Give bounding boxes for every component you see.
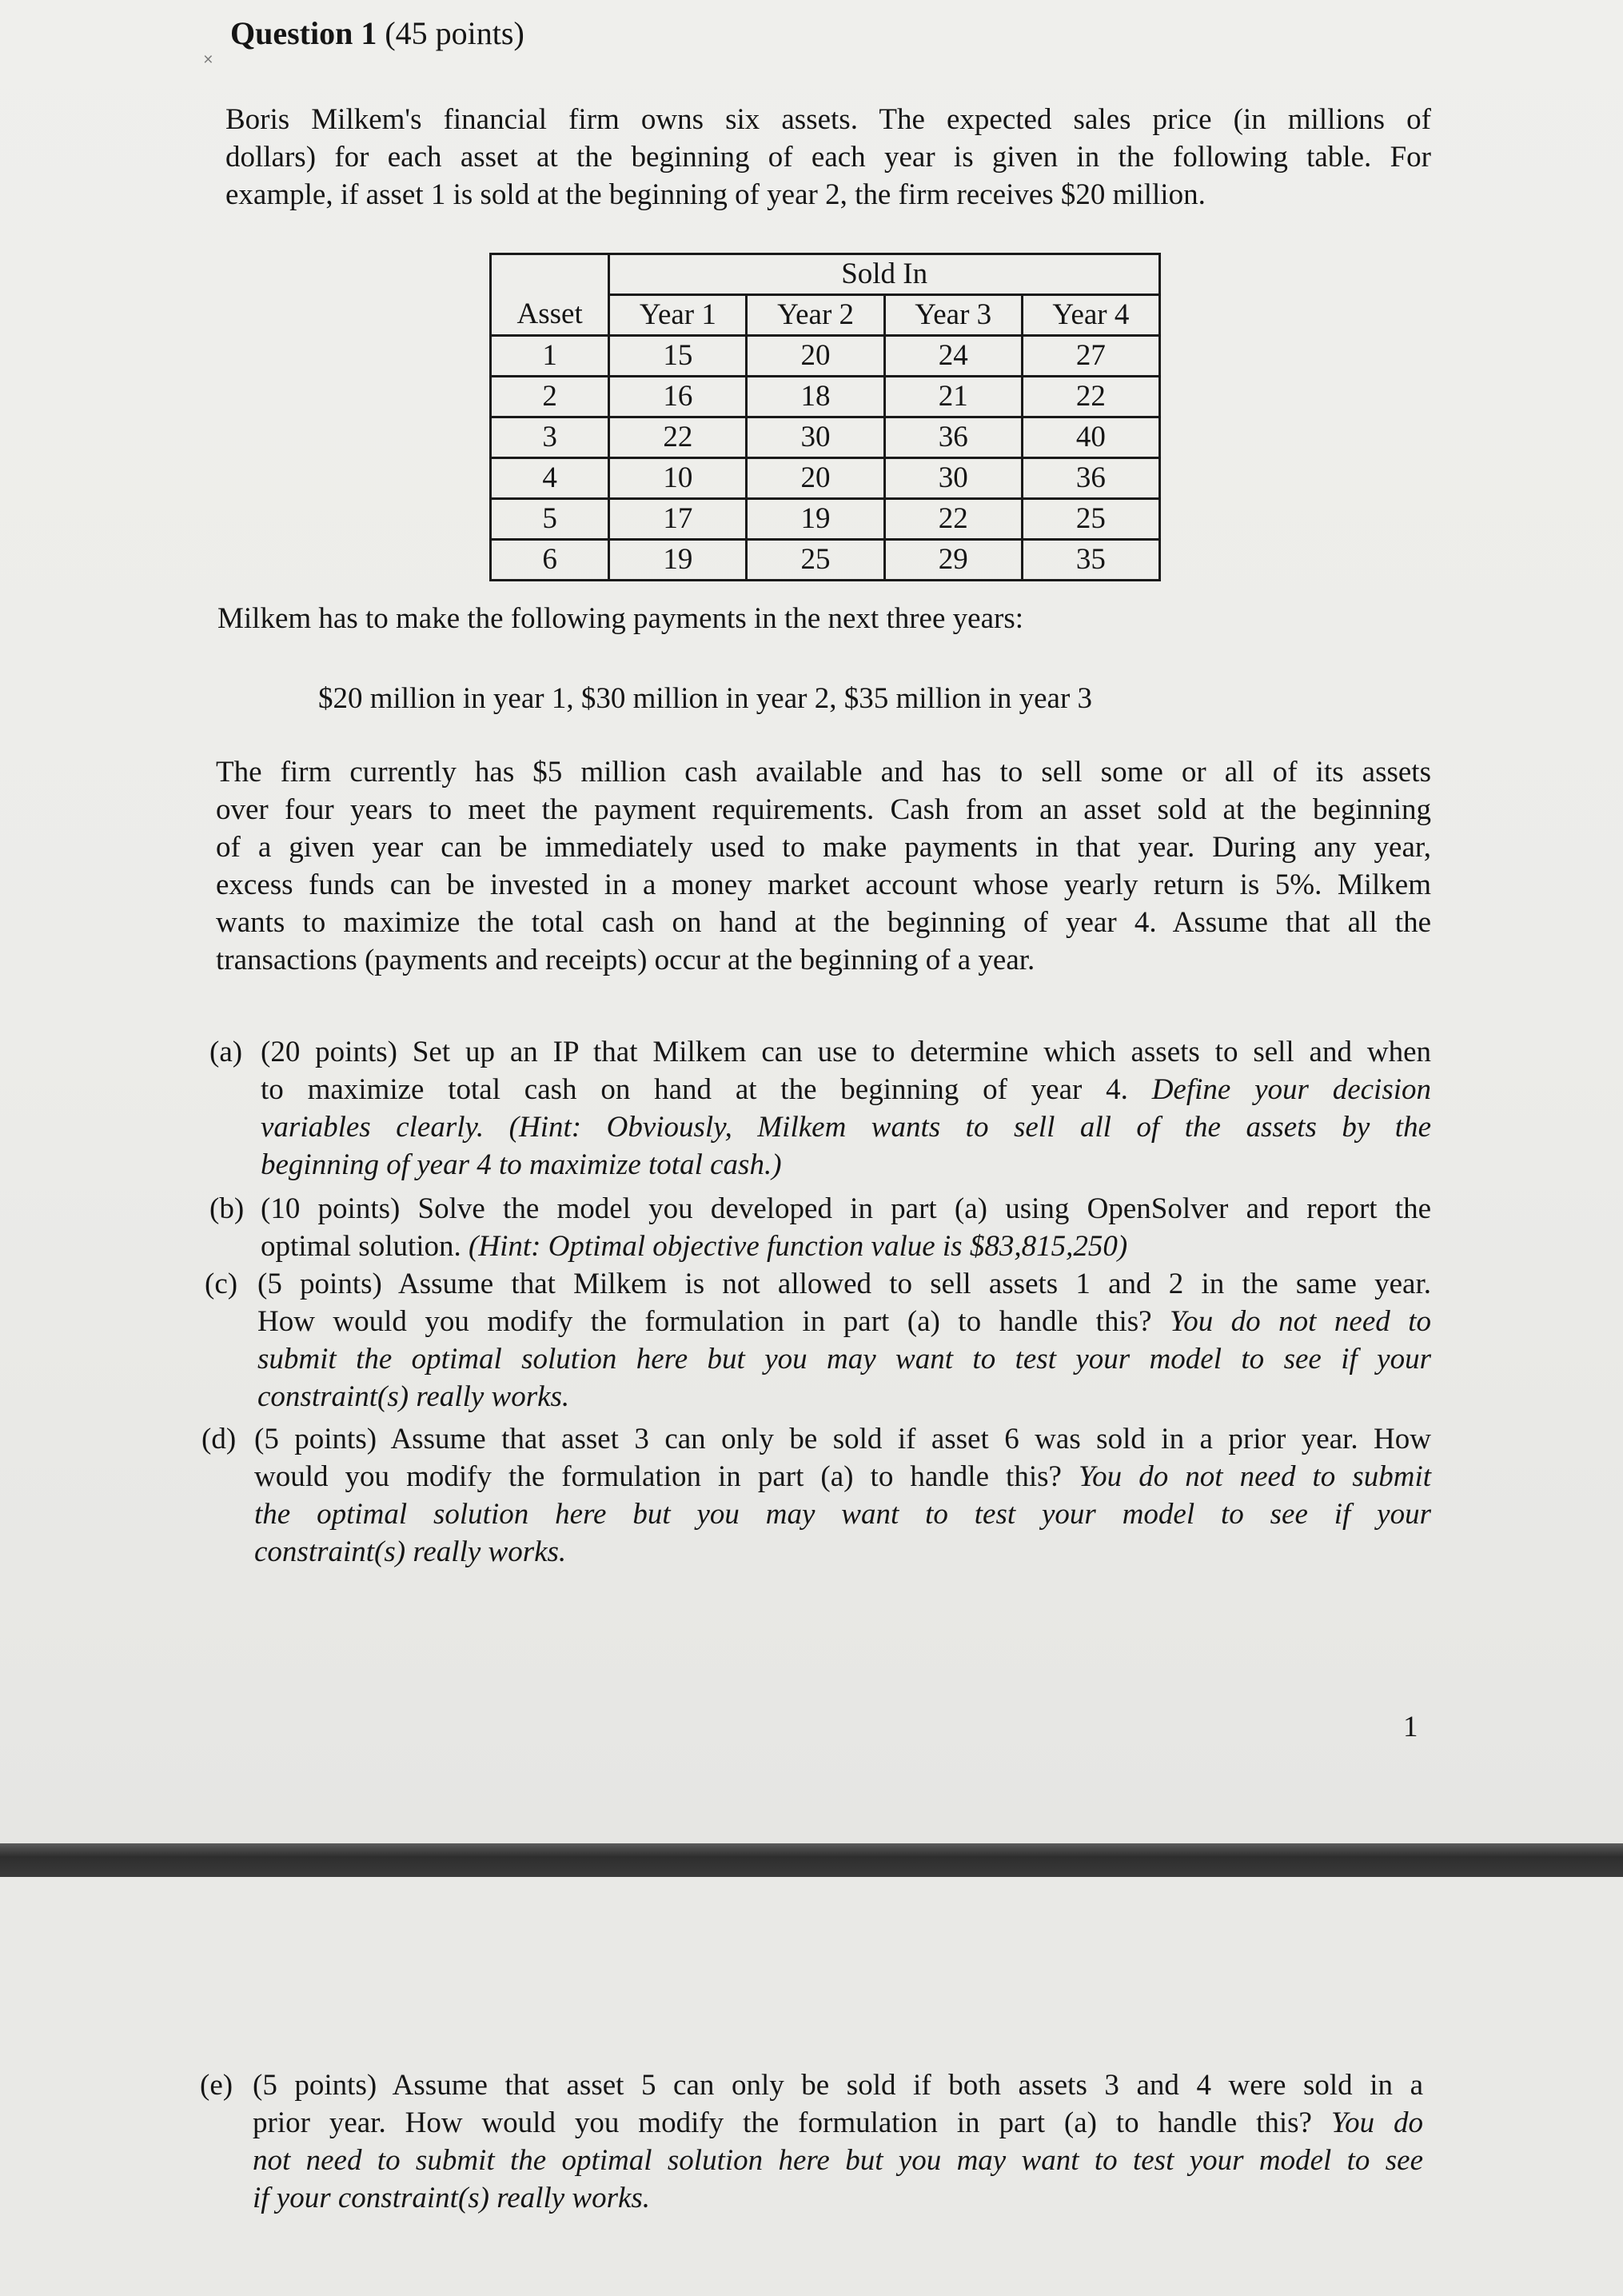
italic-text: Define your decision xyxy=(1151,1073,1432,1106)
cell: 35 xyxy=(1022,540,1159,581)
col-header: Asset xyxy=(491,295,609,336)
table-header-row xyxy=(491,295,1160,336)
cell-asset: 4 xyxy=(491,458,609,499)
page-number: 1 xyxy=(1403,1711,1418,1743)
cell: 40 xyxy=(1022,417,1159,458)
part-label: (d) xyxy=(201,1423,237,1455)
col-header: Year 2 xyxy=(747,295,884,336)
cell: 19 xyxy=(609,540,747,581)
table-row xyxy=(491,540,1160,581)
part-line: How would you modify the formulation in part (a) to handle this? You do not need to xyxy=(257,1305,1431,1338)
cell: 16 xyxy=(609,377,747,417)
part-line: prior year. How would you modify the formulation in part (a) to handle this? You do xyxy=(253,2106,1423,2139)
cell: 21 xyxy=(884,377,1022,417)
payments-line: $20 million in year 1, $30 million in year 2, $35 million in year 3 xyxy=(318,682,1093,715)
body-line: wants to maximize the total cash on hand at the beginning of year 4. Assume that all the xyxy=(216,906,1431,939)
part-line: not need to submit the optimal solution here but you may want to test your model to see xyxy=(253,2144,1423,2177)
part-c xyxy=(205,1265,1431,1425)
part-label: (e) xyxy=(200,2069,233,2102)
body-line: The firm currently has $5 million cash available and has to sell some or all of its assets xyxy=(216,756,1431,789)
part-line: would you modify the formulation in part (a) to handle this? You do not need to submit xyxy=(254,1460,1432,1493)
cell: 36 xyxy=(884,417,1022,458)
part-line: (20 points) Set up an IP that Milkem can use to determine which assets to sell and when xyxy=(261,1036,1431,1068)
price-table xyxy=(489,253,1161,581)
table-row xyxy=(491,417,1160,458)
intro-paragraph xyxy=(225,101,1431,214)
cell-asset: 3 xyxy=(491,417,609,458)
part-line: submit the optimal solution here but you may want to test your model to see if your xyxy=(257,1343,1431,1376)
cell: 22 xyxy=(884,499,1022,540)
body-line: transactions (payments and receipts) occur at the beginning of a year. xyxy=(216,944,1035,976)
cell: 20 xyxy=(747,336,884,377)
question-number: Question 1 xyxy=(230,15,377,51)
body-line: of a given year can be immediately used to make payments in that year. During any year, xyxy=(216,831,1431,864)
part-label: (b) xyxy=(209,1192,245,1225)
table-group-header: Sold In xyxy=(609,254,1160,295)
body-paragraph xyxy=(216,753,1431,979)
table-row xyxy=(491,499,1160,540)
cell: 20 xyxy=(747,458,884,499)
cell: 25 xyxy=(1022,499,1159,540)
payments-intro: Milkem has to make the following payments in the next three years: xyxy=(217,602,1023,635)
question-title xyxy=(230,14,524,52)
part-line: (5 points) Assume that asset 5 can only be sold if both assets 3 and 4 were sold in a xyxy=(253,2069,1423,2102)
intro-line: example, if asset 1 is sold at the beginning of year 2, the firm receives $20 million. xyxy=(225,178,1206,211)
body-line: over four years to meet the payment requirements. Cash from an asset sold at the beginning xyxy=(216,793,1431,826)
intro-line: dollars) for each asset at the beginning of each year is given in the following table. For xyxy=(225,141,1431,174)
ink-mark: ˟ xyxy=(204,52,213,77)
table-corner xyxy=(491,254,609,295)
cell: 18 xyxy=(747,377,884,417)
body-line: excess funds can be invested in a money market account whose yearly return is 5%. Milkem xyxy=(216,868,1431,901)
col-header: Year 3 xyxy=(884,295,1022,336)
cell: 36 xyxy=(1022,458,1159,499)
table-row xyxy=(491,458,1160,499)
cell: 22 xyxy=(609,417,747,458)
col-header: Year 4 xyxy=(1022,295,1159,336)
part-line: (5 points) Assume that Milkem is not allowed to sell assets 1 and 2 in the same year. xyxy=(257,1268,1431,1300)
cell: 30 xyxy=(747,417,884,458)
cell: 27 xyxy=(1022,336,1159,377)
cell: 17 xyxy=(609,499,747,540)
part-line: variables clearly. (Hint: Obviously, Milkem wants to sell all of the assets by the xyxy=(261,1111,1431,1144)
cell: 10 xyxy=(609,458,747,499)
cell: 30 xyxy=(884,458,1022,499)
cell-asset: 5 xyxy=(491,499,609,540)
part-e xyxy=(200,2066,1423,2226)
intro-line: Boris Milkem's financial firm owns six assets. The expected sales price (in millions of xyxy=(225,103,1431,136)
page-divider xyxy=(0,1843,1623,1877)
cell: 29 xyxy=(884,540,1022,581)
part-line: constraint(s) really works. xyxy=(257,1380,570,1413)
cell: 25 xyxy=(747,540,884,581)
part-line: constraint(s) really works. xyxy=(254,1535,567,1568)
cell: 22 xyxy=(1022,377,1159,417)
part-line: to maximize total cash on hand at the beginning of year 4. Define your decision xyxy=(261,1073,1432,1106)
part-b xyxy=(209,1190,1431,1270)
question-points: (45 points) xyxy=(385,15,524,51)
part-d xyxy=(201,1420,1431,1580)
part-line: (5 points) Assume that asset 3 can only be sold if asset 6 was sold in a prior year. How xyxy=(254,1423,1431,1455)
cell: 19 xyxy=(747,499,884,540)
table-row xyxy=(491,377,1160,417)
cell: 24 xyxy=(884,336,1022,377)
col-header: Year 1 xyxy=(609,295,747,336)
part-a xyxy=(209,1033,1431,1193)
part-line: beginning of year 4 to maximize total cash.) xyxy=(261,1148,782,1181)
part-line: optimal solution. (Hint: Optimal objective function value is $83,815,250) xyxy=(261,1230,1128,1263)
cell-asset: 6 xyxy=(491,540,609,581)
cell: 15 xyxy=(609,336,747,377)
part-label: (c) xyxy=(205,1268,238,1300)
cell-asset: 2 xyxy=(491,377,609,417)
part-line: the optimal solution here but you may want to test your model to see if your xyxy=(254,1498,1431,1531)
part-line: if your constraint(s) really works. xyxy=(253,2182,651,2214)
part-line: (10 points) Solve the model you developed in part (a) using OpenSolver and report the xyxy=(261,1192,1431,1225)
cell-asset: 1 xyxy=(491,336,609,377)
part-label: (a) xyxy=(209,1036,243,1068)
table-row xyxy=(491,336,1160,377)
